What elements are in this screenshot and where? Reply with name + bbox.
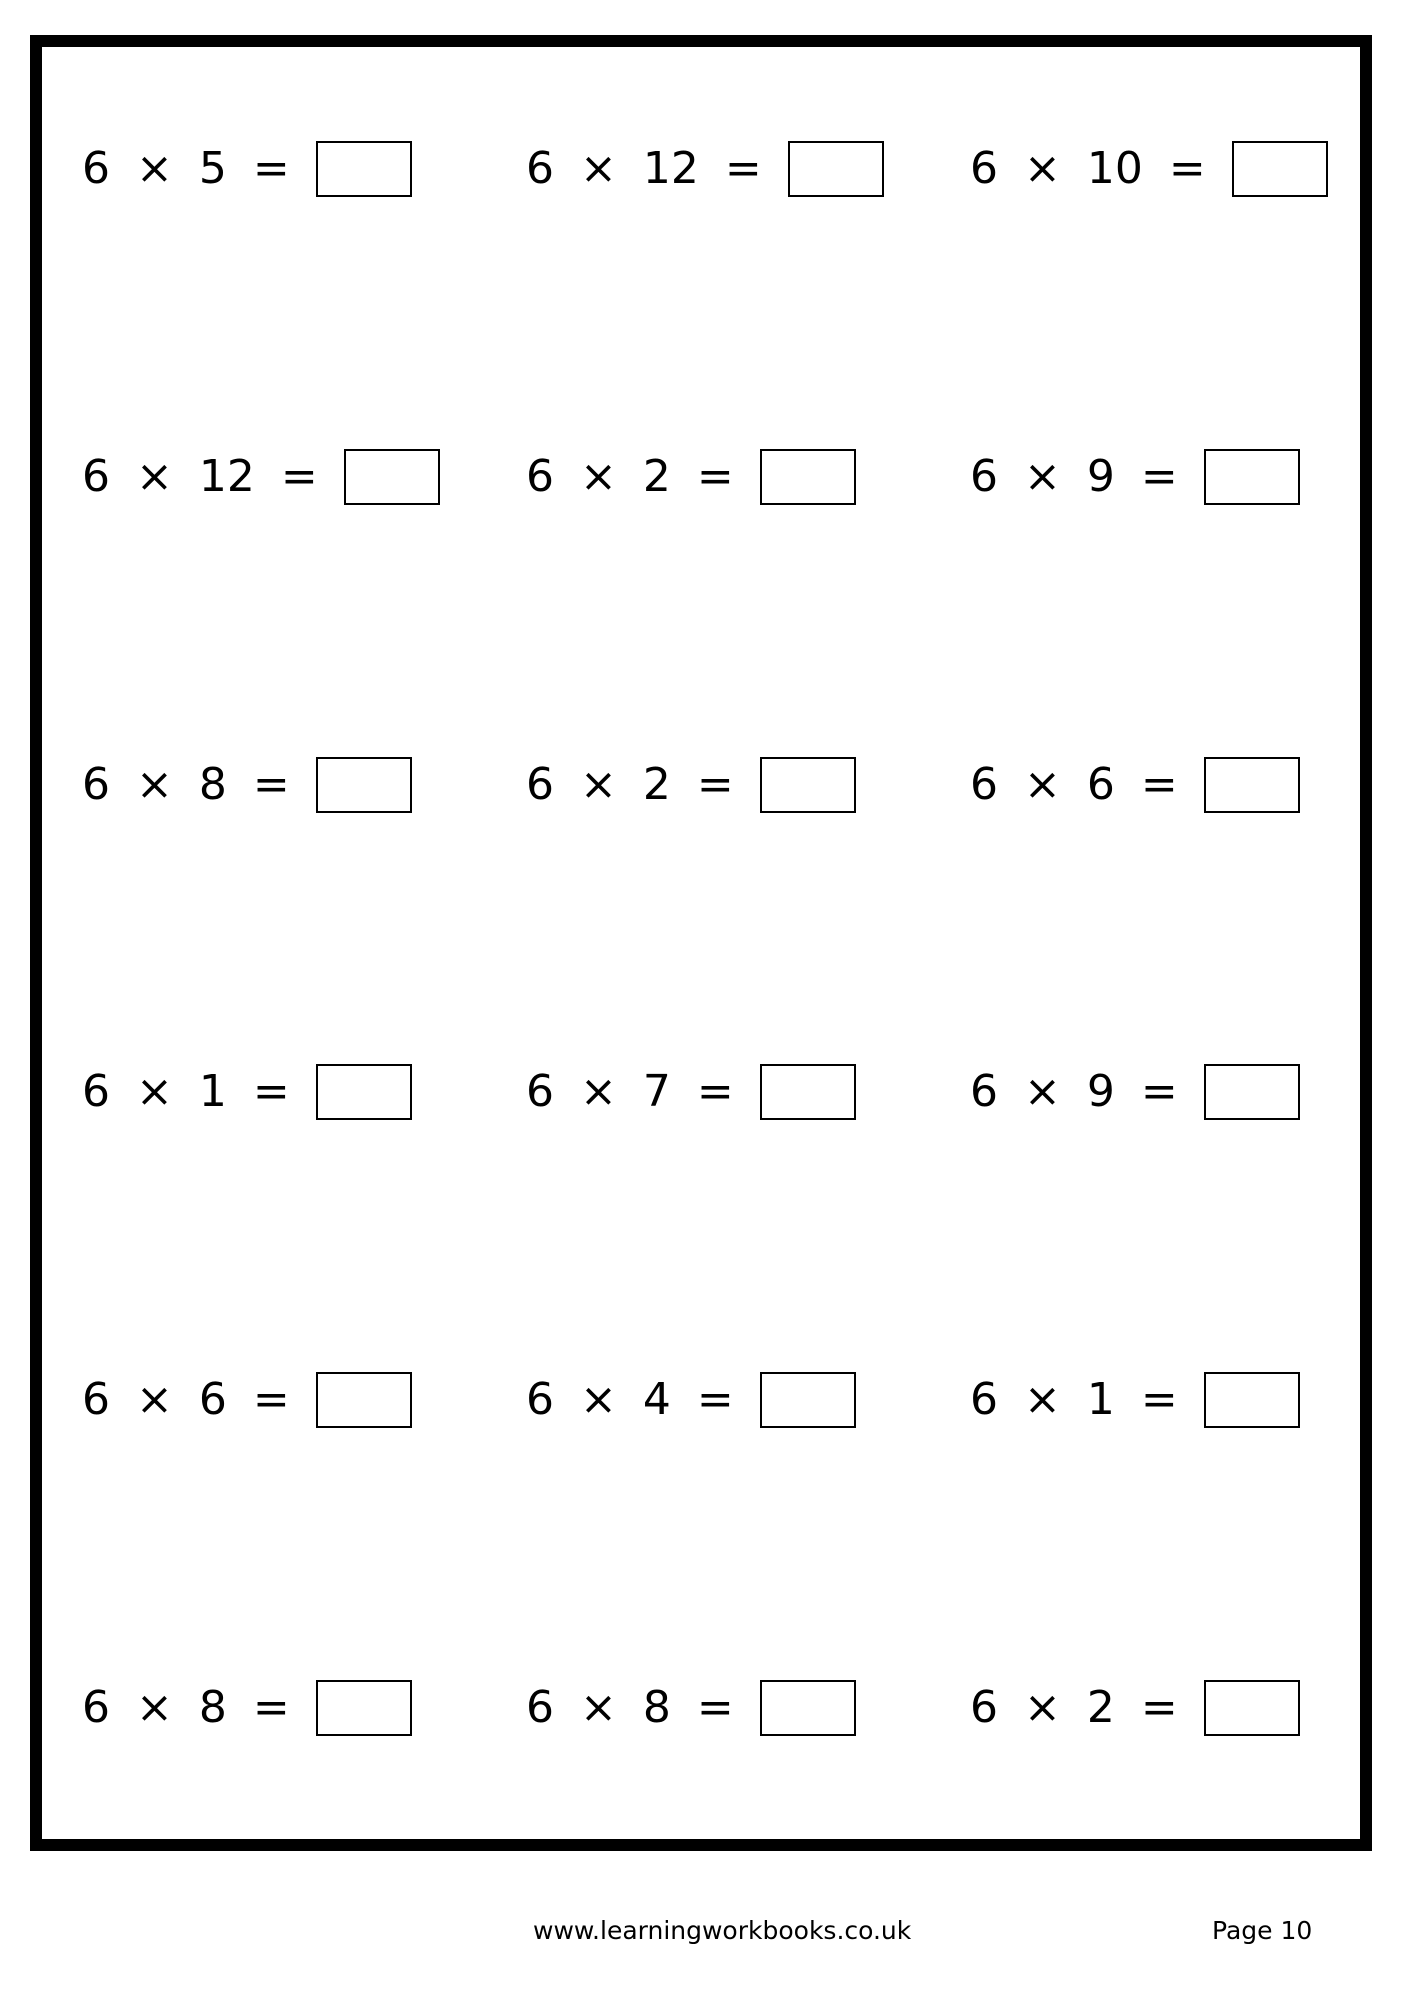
multiplicand: 6 bbox=[526, 1066, 554, 1117]
answer-box[interactable] bbox=[1204, 449, 1300, 505]
multiplier: 8 bbox=[198, 759, 227, 810]
multiplier: 8 bbox=[642, 1682, 671, 1733]
problem-16 bbox=[82, 1680, 412, 1736]
problem-4 bbox=[82, 449, 440, 505]
problem-10 bbox=[82, 1064, 412, 1120]
multiply-sign: × bbox=[1024, 1066, 1061, 1117]
multiply-sign: × bbox=[1024, 1682, 1061, 1733]
multiplicand: 6 bbox=[970, 1066, 998, 1117]
multiplicand: 6 bbox=[82, 451, 110, 502]
answer-box[interactable] bbox=[316, 141, 412, 197]
multiplicand: 6 bbox=[82, 1682, 110, 1733]
multiply-sign: × bbox=[136, 759, 173, 810]
answer-box[interactable] bbox=[316, 1372, 412, 1428]
multiplicand: 6 bbox=[526, 143, 554, 194]
answer-box[interactable] bbox=[316, 757, 412, 813]
multiplier: 7 bbox=[642, 1066, 671, 1117]
answer-box[interactable] bbox=[788, 141, 884, 197]
multiplicand: 6 bbox=[526, 1682, 554, 1733]
multiply-sign: × bbox=[136, 1066, 173, 1117]
equals-sign: = bbox=[252, 1374, 290, 1425]
problem-7 bbox=[82, 757, 412, 813]
worksheet-border bbox=[30, 35, 1372, 1851]
multiplicand: 6 bbox=[970, 1682, 998, 1733]
multiplicand: 6 bbox=[82, 1374, 110, 1425]
answer-box[interactable] bbox=[1232, 141, 1328, 197]
equals-sign: = bbox=[1168, 143, 1206, 194]
multiply-sign: × bbox=[136, 143, 173, 194]
multiply-sign: × bbox=[136, 451, 173, 502]
multiplier: 5 bbox=[198, 143, 227, 194]
problem-2 bbox=[526, 141, 884, 197]
multiplier: 2 bbox=[1086, 1682, 1115, 1733]
multiply-sign: × bbox=[580, 143, 617, 194]
multiplier: 2 bbox=[642, 451, 671, 502]
multiplicand: 6 bbox=[970, 143, 998, 194]
equals-sign: = bbox=[1140, 759, 1178, 810]
multiplicand: 6 bbox=[526, 451, 554, 502]
multiply-sign: × bbox=[1024, 143, 1061, 194]
multiplier: 1 bbox=[198, 1066, 227, 1117]
problem-5 bbox=[526, 449, 856, 505]
multiplicand: 6 bbox=[82, 1066, 110, 1117]
multiplier: 4 bbox=[642, 1374, 671, 1425]
answer-box[interactable] bbox=[316, 1680, 412, 1736]
multiplier: 1 bbox=[1086, 1374, 1115, 1425]
multiply-sign: × bbox=[1024, 1374, 1061, 1425]
multiplier: 2 bbox=[642, 759, 671, 810]
equals-sign: = bbox=[1140, 451, 1178, 502]
page-number: Page 10 bbox=[1212, 1916, 1313, 1945]
equals-sign: = bbox=[252, 143, 290, 194]
multiply-sign: × bbox=[580, 1682, 617, 1733]
answer-box[interactable] bbox=[760, 1372, 856, 1428]
equals-sign: = bbox=[280, 451, 318, 502]
multiply-sign: × bbox=[136, 1682, 173, 1733]
multiply-sign: × bbox=[1024, 759, 1061, 810]
multiplicand: 6 bbox=[970, 1374, 998, 1425]
answer-box[interactable] bbox=[760, 1064, 856, 1120]
multiply-sign: × bbox=[580, 451, 617, 502]
problem-14 bbox=[526, 1372, 856, 1428]
multiplier: 12 bbox=[198, 451, 255, 502]
answer-box[interactable] bbox=[316, 1064, 412, 1120]
multiply-sign: × bbox=[580, 1066, 617, 1117]
equals-sign: = bbox=[696, 759, 734, 810]
multiplicand: 6 bbox=[526, 1374, 554, 1425]
equals-sign: = bbox=[1140, 1066, 1178, 1117]
multiplier: 12 bbox=[642, 143, 699, 194]
problem-17 bbox=[526, 1680, 856, 1736]
answer-box[interactable] bbox=[1204, 1680, 1300, 1736]
equals-sign: = bbox=[724, 143, 762, 194]
equals-sign: = bbox=[696, 1066, 734, 1117]
answer-box[interactable] bbox=[344, 449, 440, 505]
multiplier: 9 bbox=[1086, 1066, 1115, 1117]
equals-sign: = bbox=[696, 1682, 734, 1733]
multiply-sign: × bbox=[580, 1374, 617, 1425]
problem-9 bbox=[970, 757, 1300, 813]
multiplicand: 6 bbox=[970, 759, 998, 810]
problem-15 bbox=[970, 1372, 1300, 1428]
equals-sign: = bbox=[252, 1066, 290, 1117]
multiply-sign: × bbox=[1024, 451, 1061, 502]
problem-6 bbox=[970, 449, 1300, 505]
answer-box[interactable] bbox=[1204, 1372, 1300, 1428]
equals-sign: = bbox=[1140, 1374, 1178, 1425]
equals-sign: = bbox=[696, 1374, 734, 1425]
problem-1 bbox=[82, 141, 412, 197]
answer-box[interactable] bbox=[760, 449, 856, 505]
answer-box[interactable] bbox=[1204, 757, 1300, 813]
equals-sign: = bbox=[696, 451, 734, 502]
multiplier: 8 bbox=[198, 1682, 227, 1733]
problem-8 bbox=[526, 757, 856, 813]
multiplicand: 6 bbox=[970, 451, 998, 502]
multiplier: 9 bbox=[1086, 451, 1115, 502]
multiplicand: 6 bbox=[526, 759, 554, 810]
problem-13 bbox=[82, 1372, 412, 1428]
answer-box[interactable] bbox=[760, 1680, 856, 1736]
problem-11 bbox=[526, 1064, 856, 1120]
multiply-sign: × bbox=[580, 759, 617, 810]
multiplicand: 6 bbox=[82, 143, 110, 194]
problem-12 bbox=[970, 1064, 1300, 1120]
equals-sign: = bbox=[252, 1682, 290, 1733]
problem-3 bbox=[970, 141, 1328, 197]
multiplier: 6 bbox=[1086, 759, 1115, 810]
answer-box[interactable] bbox=[760, 757, 856, 813]
multiplier: 6 bbox=[198, 1374, 227, 1425]
multiplicand: 6 bbox=[82, 759, 110, 810]
multiplier: 10 bbox=[1086, 143, 1143, 194]
equals-sign: = bbox=[1140, 1682, 1178, 1733]
equals-sign: = bbox=[252, 759, 290, 810]
problem-18 bbox=[970, 1680, 1300, 1736]
multiply-sign: × bbox=[136, 1374, 173, 1425]
answer-box[interactable] bbox=[1204, 1064, 1300, 1120]
footer-website: www.learningworkbooks.co.uk bbox=[533, 1916, 912, 1945]
